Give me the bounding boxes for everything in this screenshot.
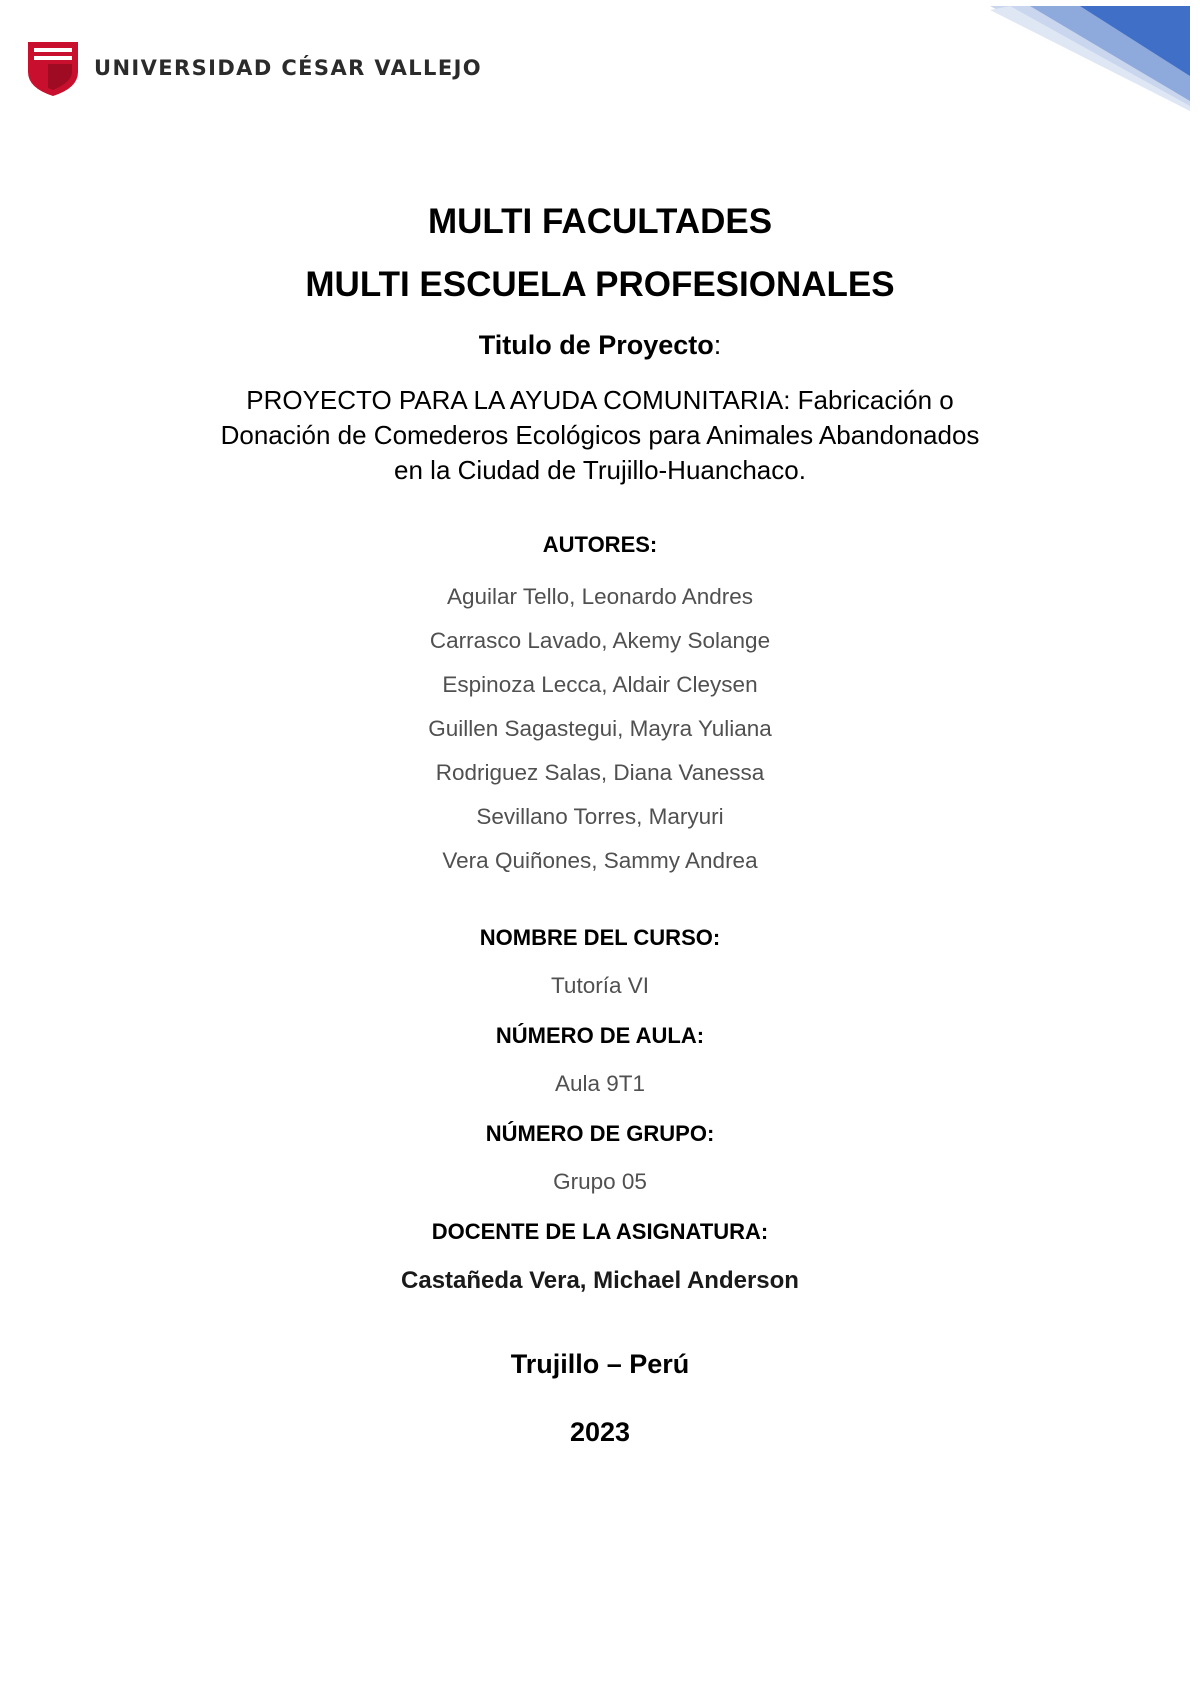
project-title-line: Donación de Comederos Ecológicos para Animales Abandonados — [220, 420, 980, 450]
group-value: Grupo 05 — [553, 1169, 647, 1194]
group-label: NÚMERO DE GRUPO: — [485, 1121, 715, 1146]
classroom-label: NÚMERO DE AULA: — [495, 1023, 705, 1048]
faculties-heading: MULTI FACULTADES — [427, 202, 773, 241]
author-name: Sevillano Torres, Maryuri — [476, 804, 724, 829]
project-title — [0, 383, 1200, 488]
author-name: Carrasco Lavado, Akemy Solange — [429, 628, 771, 653]
ucv-shield-icon — [26, 38, 82, 98]
author-name: Rodriguez Salas, Diana Vanessa — [435, 760, 765, 785]
schools-heading: MULTI ESCUELA PROFESIONALES — [305, 265, 895, 304]
year: 2023 — [569, 1417, 631, 1447]
project-title-line: en la Ciudad de Trujillo-Huanchaco. — [394, 455, 806, 485]
project-label-text: Titulo de Proyecto — [478, 330, 714, 360]
authors-label: AUTORES: — [542, 532, 658, 557]
author-name: Espinoza Lecca, Aldair Cleysen — [442, 672, 758, 697]
author-name: Vera Quiñones, Sammy Andrea — [442, 848, 758, 873]
teacher-value: Castañeda Vera, Michael Anderson — [401, 1267, 799, 1294]
project-label-colon: : — [713, 330, 722, 360]
course-label: NOMBRE DEL CURSO: — [479, 925, 721, 950]
project-title-line: PROYECTO PARA LA AYUDA COMUNITARIA: Fabricación o — [246, 385, 954, 415]
classroom-value: Aula 9T1 — [554, 1071, 646, 1096]
project-label — [0, 330, 1200, 361]
course-value: Tutoría VI — [551, 973, 649, 998]
author-name: Aguilar Tello, Leonardo Andres — [446, 584, 754, 609]
place: Trujillo – Perú — [510, 1349, 690, 1379]
blue-corner-decoration — [990, 6, 1190, 111]
university-name: UNIVERSIDAD CÉSAR VALLEJO — [94, 56, 483, 80]
author-name: Guillen Sagastegui, Mayra Yuliana — [428, 716, 772, 741]
university-logo — [26, 38, 482, 98]
teacher-label: DOCENTE DE LA ASIGNATURA: — [431, 1219, 769, 1244]
